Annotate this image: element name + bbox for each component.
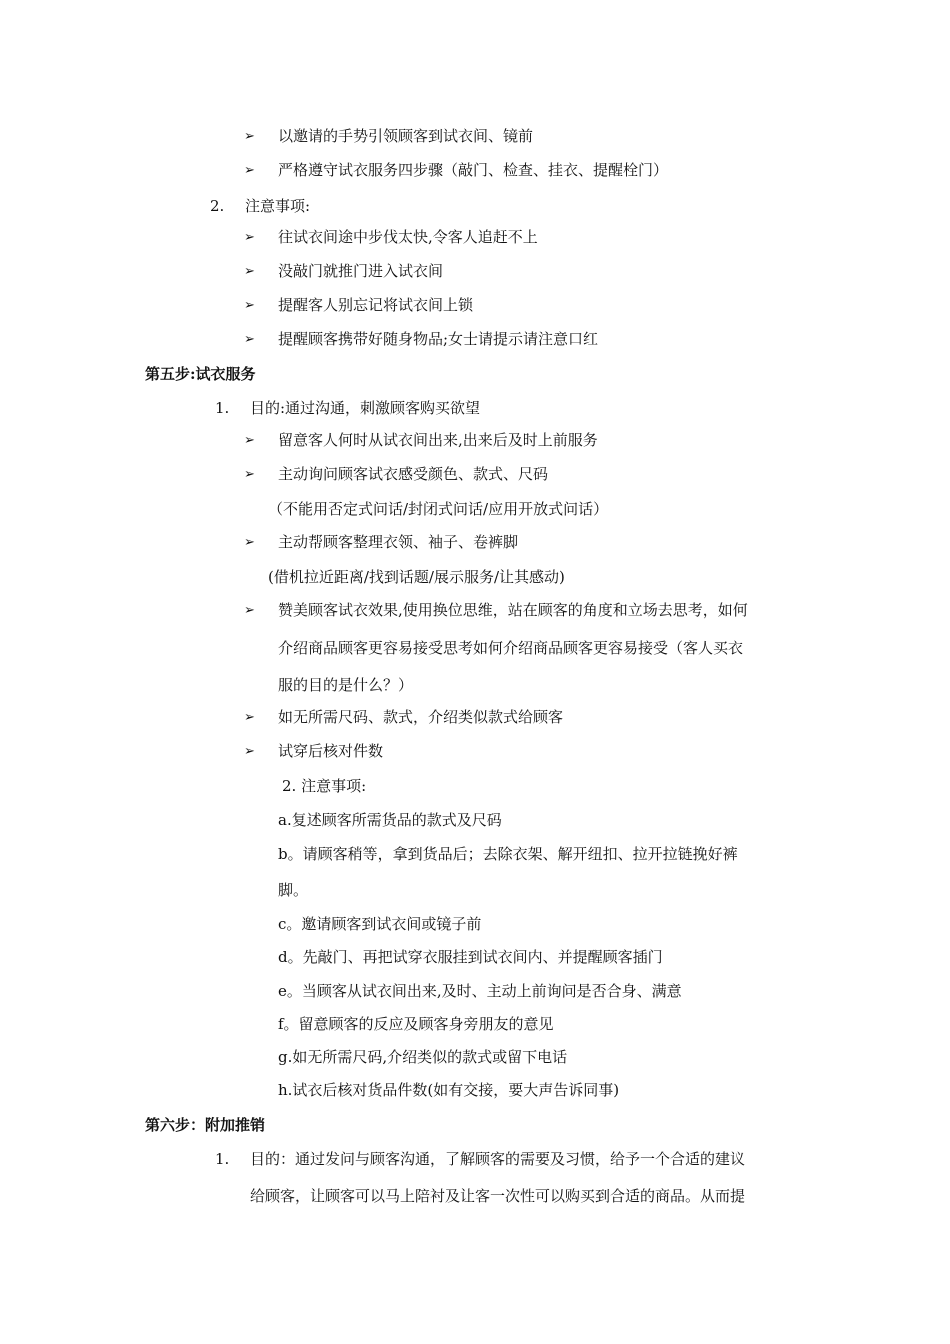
bullet-text: 往试衣间途中步伐太快,令客人追赶不上 [278, 228, 538, 246]
bullet-text: 如无所需尺码、款式，介绍类似款式给顾客 [278, 708, 564, 726]
bullet-text: 提醒客人别忘记将试衣间上锁 [278, 296, 474, 314]
arrowhead-bullet-icon: ➢ [244, 603, 255, 618]
bullet-text: 试穿后核对件数 [278, 742, 384, 760]
note-item: b。请顾客稍等，拿到货品后；去除衣架、解开纽扣、拉开拉链挽好裤 [278, 845, 738, 863]
bullet-text: 赞美顾客试衣效果,使用换位思维，站在顾客的角度和立场去思考，如何 [278, 601, 748, 619]
notes-label: 注意事项: [245, 197, 311, 215]
bullet-text: 以邀请的手势引领顾客到试衣间、镜前 [278, 127, 534, 145]
purpose-text-continued: 给顾客，让顾客可以马上陪衬及让客一次性可以购买到合适的商品。从而提 [250, 1187, 746, 1205]
arrowhead-bullet-icon: ➢ [244, 744, 255, 759]
note-item: 脚。 [278, 881, 309, 899]
bullet-text-continued: 服的目的是什么？） [278, 676, 414, 694]
arrowhead-bullet-icon: ➢ [244, 467, 255, 482]
note-item: h.试衣后核对货品件数(如有交接，要大声告诉同事) [278, 1081, 620, 1099]
bullet-note: （不能用否定式问话/封闭式问话/应用开放式问话） [268, 500, 609, 518]
bullet-text: 留意客人何时从试衣间出来,出来后及时上前服务 [278, 431, 598, 449]
section-heading: 第六步：附加推销 [145, 1116, 266, 1134]
arrowhead-bullet-icon: ➢ [244, 264, 255, 279]
note-item: e。当顾客从试衣间出来,及时、主动上前询问是否合身、满意 [278, 982, 682, 1000]
bullet-text: 主动询问顾客试衣感受颜色、款式、尺码 [278, 465, 549, 483]
purpose-text: 目的:通过沟通，刺激顾客购买欲望 [250, 399, 481, 417]
note-item: d。先敲门、再把试穿衣服挂到试衣间内、并提醒顾客插门 [278, 948, 663, 966]
bullet-text-continued: 介绍商品顾客更容易接受思考如何介绍商品顾客更容易接受（客人买衣 [278, 639, 744, 657]
arrowhead-bullet-icon: ➢ [244, 710, 255, 725]
bullet-note: (借机拉近距离/找到话题/展示服务/让其感动) [268, 568, 565, 586]
arrowhead-bullet-icon: ➢ [244, 535, 255, 550]
bullet-text: 提醒顾客携带好随身物品;女士请提示请注意口红 [278, 330, 599, 348]
bullet-text: 严格遵守试衣服务四步骤（敲门、检查、挂衣、提醒栓门） [278, 161, 669, 179]
purpose-text: 目的：通过发问与顾客沟通，了解顾客的需要及习惯，给予一个合适的建议 [250, 1150, 746, 1168]
list-number: 1. [215, 1150, 230, 1168]
section-heading: 第五步:试衣服务 [145, 365, 256, 383]
notes-label: 2. 注意事项: [282, 777, 367, 795]
arrowhead-bullet-icon: ➢ [244, 230, 255, 245]
arrowhead-bullet-icon: ➢ [244, 332, 255, 347]
note-item: a.复述顾客所需货品的款式及尺码 [278, 811, 502, 829]
list-number: 1. [215, 399, 230, 417]
note-item: c。邀请顾客到试衣间或镜子前 [278, 915, 482, 933]
arrowhead-bullet-icon: ➢ [244, 129, 255, 144]
bullet-text: 没敲门就推门进入试衣间 [278, 262, 444, 280]
arrowhead-bullet-icon: ➢ [244, 163, 255, 178]
list-number: 2. [210, 197, 225, 215]
note-item: f。留意顾客的反应及顾客身旁朋友的意见 [278, 1015, 554, 1033]
bullet-text: 主动帮顾客整理衣领、袖子、卷裤脚 [278, 533, 519, 551]
arrowhead-bullet-icon: ➢ [244, 298, 255, 313]
arrowhead-bullet-icon: ➢ [244, 433, 255, 448]
note-item: g.如无所需尺码,介绍类似的款式或留下电话 [278, 1048, 568, 1066]
